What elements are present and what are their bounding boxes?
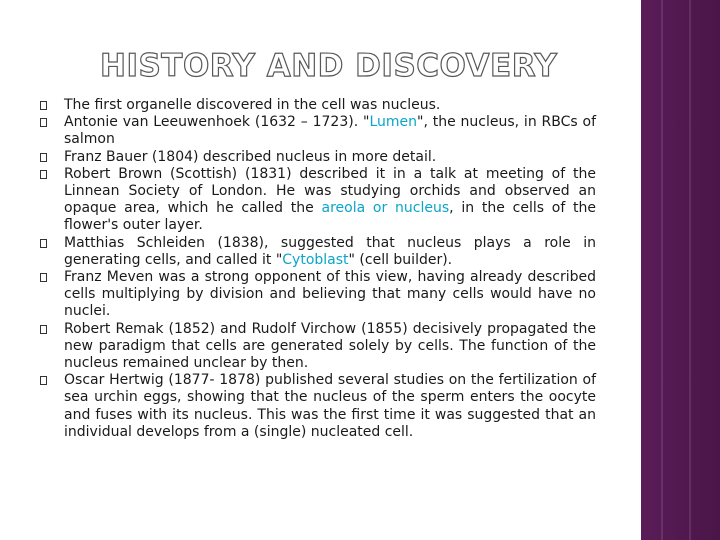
bullet-item: [40, 114, 596, 148]
bullet-icon: [40, 239, 47, 248]
bullet-icon: [40, 153, 47, 162]
bullet-list: [40, 97, 596, 441]
sidebar-stripe: [689, 0, 691, 540]
bullet-item: [40, 166, 596, 235]
bullet-icon: [40, 273, 47, 282]
decorative-sidebar: [641, 0, 720, 540]
highlight-term: Cytoblast: [282, 251, 349, 268]
bullet-text: Oscar Hertwig (1877- 1878) published several studies on the fertilization of sea urchin eggs, showing that the nucleus of the sperm enters the oocyte and fuses with its nucleus. This was the first time it was suggested that an individual develops from a (single) nucleated cell.: [64, 372, 596, 440]
bullet-icon: [40, 118, 47, 127]
bullet-text: The first organelle discovered in the cell was nucleus.: [64, 97, 441, 113]
bullet-item: [40, 269, 596, 321]
bullet-icon: [40, 170, 47, 179]
bullet-text: Matthias Schleiden (1838), suggested that nucleus plays a role in generating cells, and called it ": [64, 234, 596, 268]
highlight-term: Lumen: [369, 114, 417, 131]
bullet-text: " (cell builder).: [348, 251, 453, 268]
bullet-text: Robert Brown (Scottish) (1831) described it in a talk at meeting of the Linnean Society of London. He was studying orchids and observed an opaque area, which he called the: [64, 165, 596, 217]
bullet-icon: [40, 325, 47, 334]
bullet-item: [40, 321, 596, 373]
bullet-icon: [40, 376, 47, 385]
bullet-item: [40, 372, 596, 441]
bullet-text: ", the nucleus, in RBCs of salmon: [64, 114, 597, 148]
highlight-term: areola or nucleus: [321, 200, 450, 217]
bullet-text: Antonie van Leeuwenhoek (1632 – 1723). ": [64, 114, 370, 131]
bullet-item: [40, 149, 596, 166]
bullet-text: , in the cells of the flower's outer layer.: [64, 200, 597, 234]
bullet-text: Robert Remak (1852) and Rudolf Virchow (1855) decisively propagated the new paradigm that cells are generated solely by cells. The function of the nucleus remained unclear by then.: [64, 320, 596, 372]
bullet-item: [40, 235, 596, 269]
bullet-text: Franz Meven was a strong opponent of this view, having already described cells multiplying by division and believing that many cells would have no nuclei.: [64, 269, 596, 320]
bullet-item: [40, 97, 596, 114]
bullet-text: Franz Bauer (1804) described nucleus in more detail.: [64, 148, 437, 165]
bullet-icon: [40, 101, 47, 110]
sidebar-stripe: [661, 0, 663, 540]
slide-title: HISTORY AND DISCOVERY: [100, 48, 558, 84]
